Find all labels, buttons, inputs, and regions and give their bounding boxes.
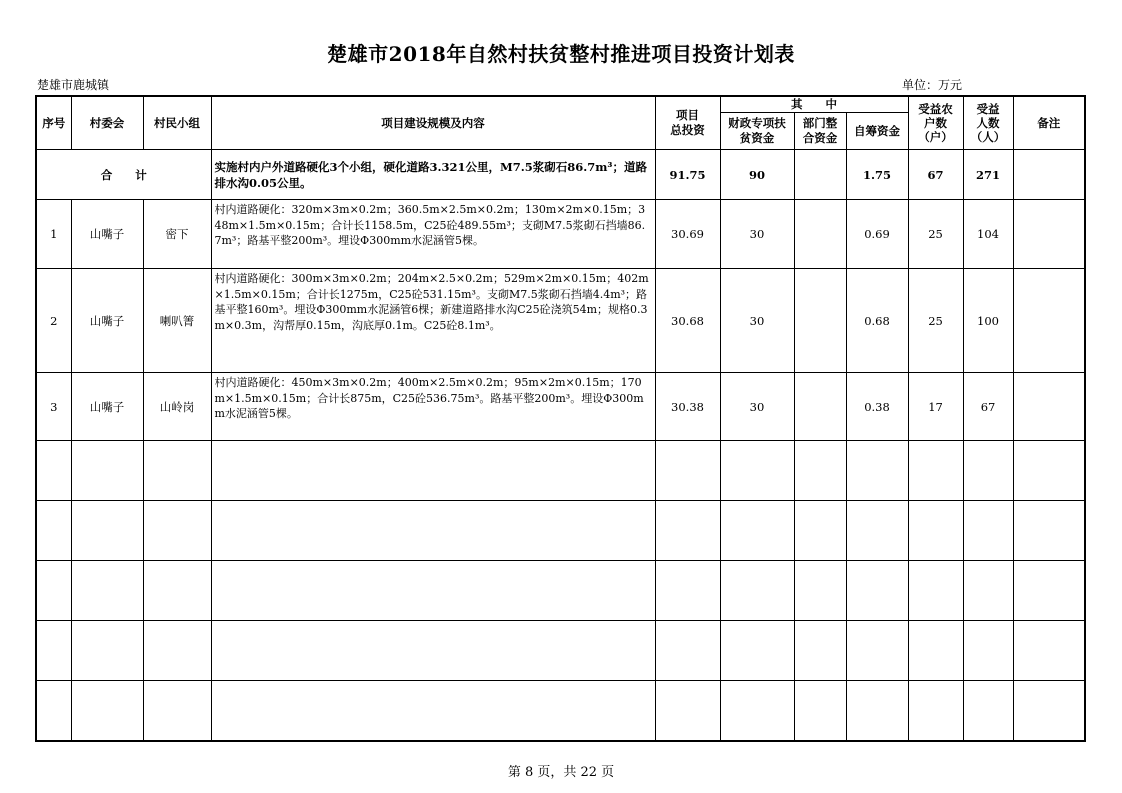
header-among: 其 中 <box>720 96 908 113</box>
row-committee: 山嘴子 <box>71 373 143 441</box>
row-content: 村内道路硬化：450m×3m×0.2m；400m×2.5m×0.2m；95m×2m×0.15m；170m×1.5m×0.15m；合计长875m，C25砼536.75m³。路基平整200m³。埋设Φ300mm水泥涵管5棵。 <box>211 373 655 441</box>
row-seq: 2 <box>36 269 71 373</box>
row-self: 0.38 <box>846 373 908 441</box>
row-total: 30.69 <box>655 200 720 269</box>
header-people: 受益 人数 （人） <box>963 96 1013 150</box>
row-group: 密下 <box>143 200 211 269</box>
total-content: 实施村内户外道路硬化3个小组，硬化道路3.321公里，M7.5浆砌石86.7m³；道路排水沟0.05公里。 <box>211 150 655 200</box>
investment-table <box>35 95 1086 742</box>
page-title: 楚雄市2018年自然村扶贫整村推进项目投资计划表 <box>327 42 795 66</box>
total-note <box>1013 150 1085 200</box>
row-total: 30.68 <box>655 269 720 373</box>
row-people: 104 <box>963 200 1013 269</box>
empty-row <box>36 561 1085 621</box>
total-row <box>36 150 1085 200</box>
row-households: 17 <box>908 373 963 441</box>
row-fiscal: 30 <box>720 269 794 373</box>
header-self: 自筹资金 <box>846 113 908 150</box>
row-total: 30.38 <box>655 373 720 441</box>
row-note <box>1013 373 1085 441</box>
total-fiscal: 90 <box>720 150 794 200</box>
table-row <box>36 200 1085 269</box>
unit-label: 单位：万元 <box>902 78 963 92</box>
row-dept <box>794 373 846 441</box>
row-committee: 山嘴子 <box>71 269 143 373</box>
row-committee: 山嘴子 <box>71 200 143 269</box>
row-fiscal: 30 <box>720 200 794 269</box>
row-content: 村内道路硬化：320m×3m×0.2m；360.5m×2.5m×0.2m；130m×2m×0.15m；348m×1.5m×0.15m；合计长1158.5m，C25砼489.55m³；支砌M7.5浆砌石挡墙86.7m³；路基平整200m³。埋设Φ300mm水泥涵管5棵。 <box>211 200 655 269</box>
header-fiscal: 财政专项扶 贫资金 <box>720 113 794 150</box>
row-households: 25 <box>908 269 963 373</box>
header-total: 项目 总投资 <box>655 96 720 150</box>
empty-row <box>36 501 1085 561</box>
row-content: 村内道路硬化：300m×3m×0.2m；204m×2.5×0.2m；529m×2m×0.15m；402m×1.5m×0.15m；合计长1275m，C25砼531.15m³。支砌M7.5浆砌石挡墙4.4m³；路基平整160m³。埋设Φ300mm水泥涵管6棵；新建道路排水沟C25砼浇筑54m；规格0.3m×0.3m，沟帮厚0.15m，沟底厚0.1m。C25砼8.1m³。 <box>211 269 655 373</box>
row-seq: 1 <box>36 200 71 269</box>
row-seq: 3 <box>36 373 71 441</box>
header-committee: 村委会 <box>71 96 143 150</box>
total-households: 67 <box>908 150 963 200</box>
row-group: 山岭岗 <box>143 373 211 441</box>
location-label: 楚雄市鹿城镇 <box>37 78 110 92</box>
header-note: 备注 <box>1013 96 1085 150</box>
header-content: 项目建设规模及内容 <box>211 96 655 150</box>
row-households: 25 <box>908 200 963 269</box>
total-self: 1.75 <box>846 150 908 200</box>
header-seq: 序号 <box>36 96 71 150</box>
row-dept <box>794 269 846 373</box>
row-people: 67 <box>963 373 1013 441</box>
total-people: 271 <box>963 150 1013 200</box>
row-note <box>1013 269 1085 373</box>
page-footer: 第 8 页，共 22 页 <box>507 765 615 780</box>
row-people: 100 <box>963 269 1013 373</box>
table-row <box>36 373 1085 441</box>
row-note <box>1013 200 1085 269</box>
empty-row <box>36 681 1085 741</box>
empty-row <box>36 621 1085 681</box>
header-group: 村民小组 <box>143 96 211 150</box>
total-dept <box>794 150 846 200</box>
total-investment: 91.75 <box>655 150 720 200</box>
row-fiscal: 30 <box>720 373 794 441</box>
row-dept <box>794 200 846 269</box>
row-self: 0.68 <box>846 269 908 373</box>
header-households: 受益农 户数 （户） <box>908 96 963 150</box>
empty-row <box>36 441 1085 501</box>
table-row <box>36 269 1085 373</box>
row-group: 喇叭箐 <box>143 269 211 373</box>
header-dept: 部门整 合资金 <box>794 113 846 150</box>
row-self: 0.69 <box>846 200 908 269</box>
total-label: 合 计 <box>36 150 211 200</box>
